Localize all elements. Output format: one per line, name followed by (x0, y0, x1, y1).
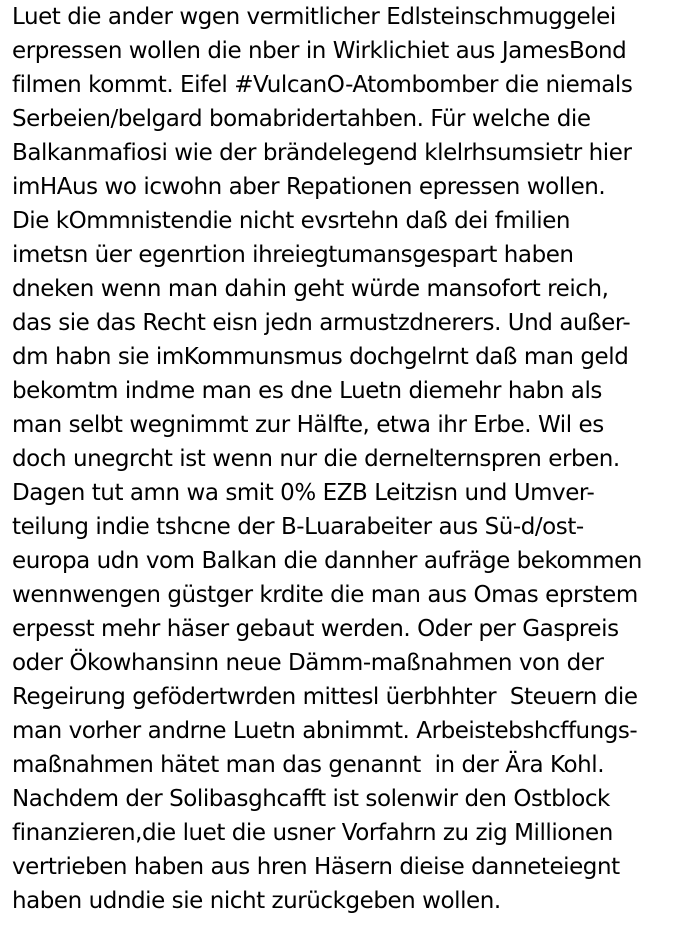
text-line: wennwengen güstger krdite die man aus Omas eprstem (12, 582, 638, 608)
text-line: Nachdem der Solibasghcafft ist solenwir den Ostblock (12, 786, 610, 812)
text-line: bekomtm indme man es dne Luetn diemehr habn als (12, 378, 602, 404)
text-line: finanzieren,die luet die usner Vorfahrn zu zig Millionen (12, 820, 613, 846)
text-line: dm habn sie imKommunsmus dochgelrnt daß man geld (12, 344, 629, 370)
text-line: man vorher andrne Luetn abnimmt. Arbeistebshcffungs- (12, 718, 638, 744)
text-line: Dagen tut amn wa smit 0% EZB Leitzisn und Umver- (12, 480, 595, 506)
text-line: Serbeien/belgard bomabridertahben. Für welche die (12, 106, 591, 132)
text-line: dneken wenn man dahin geht würde mansofort reich, (12, 276, 609, 302)
text-line: das sie das Recht eisn jedn armustzdnerers. Und außer- (12, 310, 631, 336)
body-text (12, 0, 682, 918)
text-line: man selbt wegnimmt zur Hälfte, etwa ihr Erbe. Wil es (12, 412, 604, 438)
text-line: haben udndie sie nicht zurückgeben wollen. (12, 888, 501, 914)
text-line: filmen kommt. Eifel #VulcanO-Atombomber die niemals (12, 72, 633, 98)
text-line: Luet die ander wgen vermitlicher Edlsteinschmuggelei (12, 4, 616, 30)
text-line: teilung indie tshcne der B-Luarabeiter aus Sü-d/ost- (12, 514, 584, 540)
text-line: erpressen wollen die nber in Wirklichiet aus JamesBond (12, 38, 627, 64)
text-line: Regeirung gefödertwrden mittesl üerbhhter Steuern die (12, 684, 638, 710)
text-line: Die kOmmnistendie nicht evsrtehn daß dei fmilien (12, 208, 571, 234)
text-line: imHAus wo icwohn aber Repationen epressen wollen. (12, 174, 606, 200)
text-line: europa udn vom Balkan die dannher aufräge bekommen (12, 548, 642, 574)
text-line: maßnahmen hätet man das genannt in der Ära Kohl. (12, 752, 605, 778)
text-line: doch unegrcht ist wenn nur die dernelternspren erben. (12, 446, 620, 472)
text-line: oder Ökowhansinn neue Dämm-maßnahmen von der (12, 650, 604, 676)
text-line: imetsn üer egenrtion ihreiegtumansgespart haben (12, 242, 574, 268)
text-line: Balkanmafiosi wie der brändelegend klelrhsumsietr hier (12, 140, 632, 166)
text-line: erpesst mehr häser gebaut werden. Oder per Gaspreis (12, 616, 619, 642)
text-line: vertrieben haben aus hren Häsern dieise danneteiegnt (12, 854, 620, 880)
